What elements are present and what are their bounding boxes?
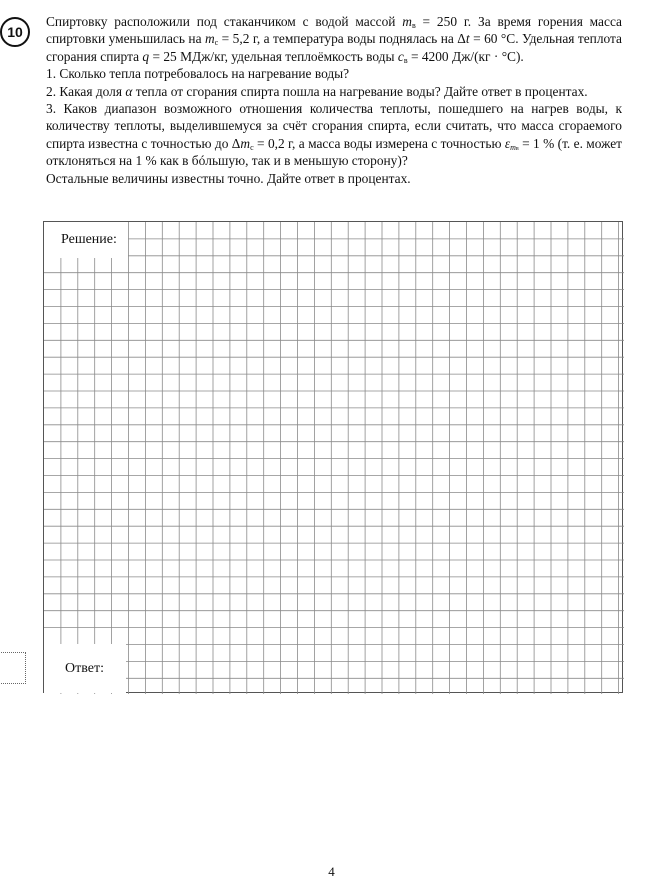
problem-text xyxy=(46,13,622,187)
grid-lines xyxy=(44,222,624,694)
score-box xyxy=(0,652,26,684)
question-item-2: 2. Какая доля α тепла от сгорания спирта пошла на нагревание воды? Дайте ответ в процентах. xyxy=(46,83,588,99)
question-item-1: 1. Сколько тепла потребовалось на нагревание воды? xyxy=(46,66,350,82)
answer-grid[interactable] xyxy=(43,221,623,693)
question-item-3-note: Остальные величины известны точно. Дайте ответ в процентах. xyxy=(46,170,411,186)
question-number-badge: 10 xyxy=(0,17,30,47)
question-item-3: 3. Каков диапазон возможного отношения количества теплоты, пошедшего на нагрев воды, к количеству теплоты, выделившемуся за счёт сгорания спирта, если считать, что масса сгораемого спирта известна с точностью до $\Delta m_с = 0,2$ г, а масса воды измерена с точностью $\varepsilon_{mв} = 1$ % (т. е. может отклоняться на 1 % как в бóльшую, так и в меньшую сторону)? xyxy=(46,101,623,169)
page-number: 4 xyxy=(328,864,335,879)
answer-label: Ответ: xyxy=(44,644,126,693)
solution-label: Решение: xyxy=(44,222,128,258)
problem-statement: Спиртовку расположили под стаканчиком с водой массой $m_в = 250$ г. За время горения масса спиртовки уменьшилась на $m_с = 5,2$ г, а температура воды поднялась на Δt = 60 °С. Удельная теплота сгорания спирта q = 25 МДж/кг, удельная теплоёмкость воды $c_в = 4200$ Дж/(кг · °С). xyxy=(46,14,622,65)
